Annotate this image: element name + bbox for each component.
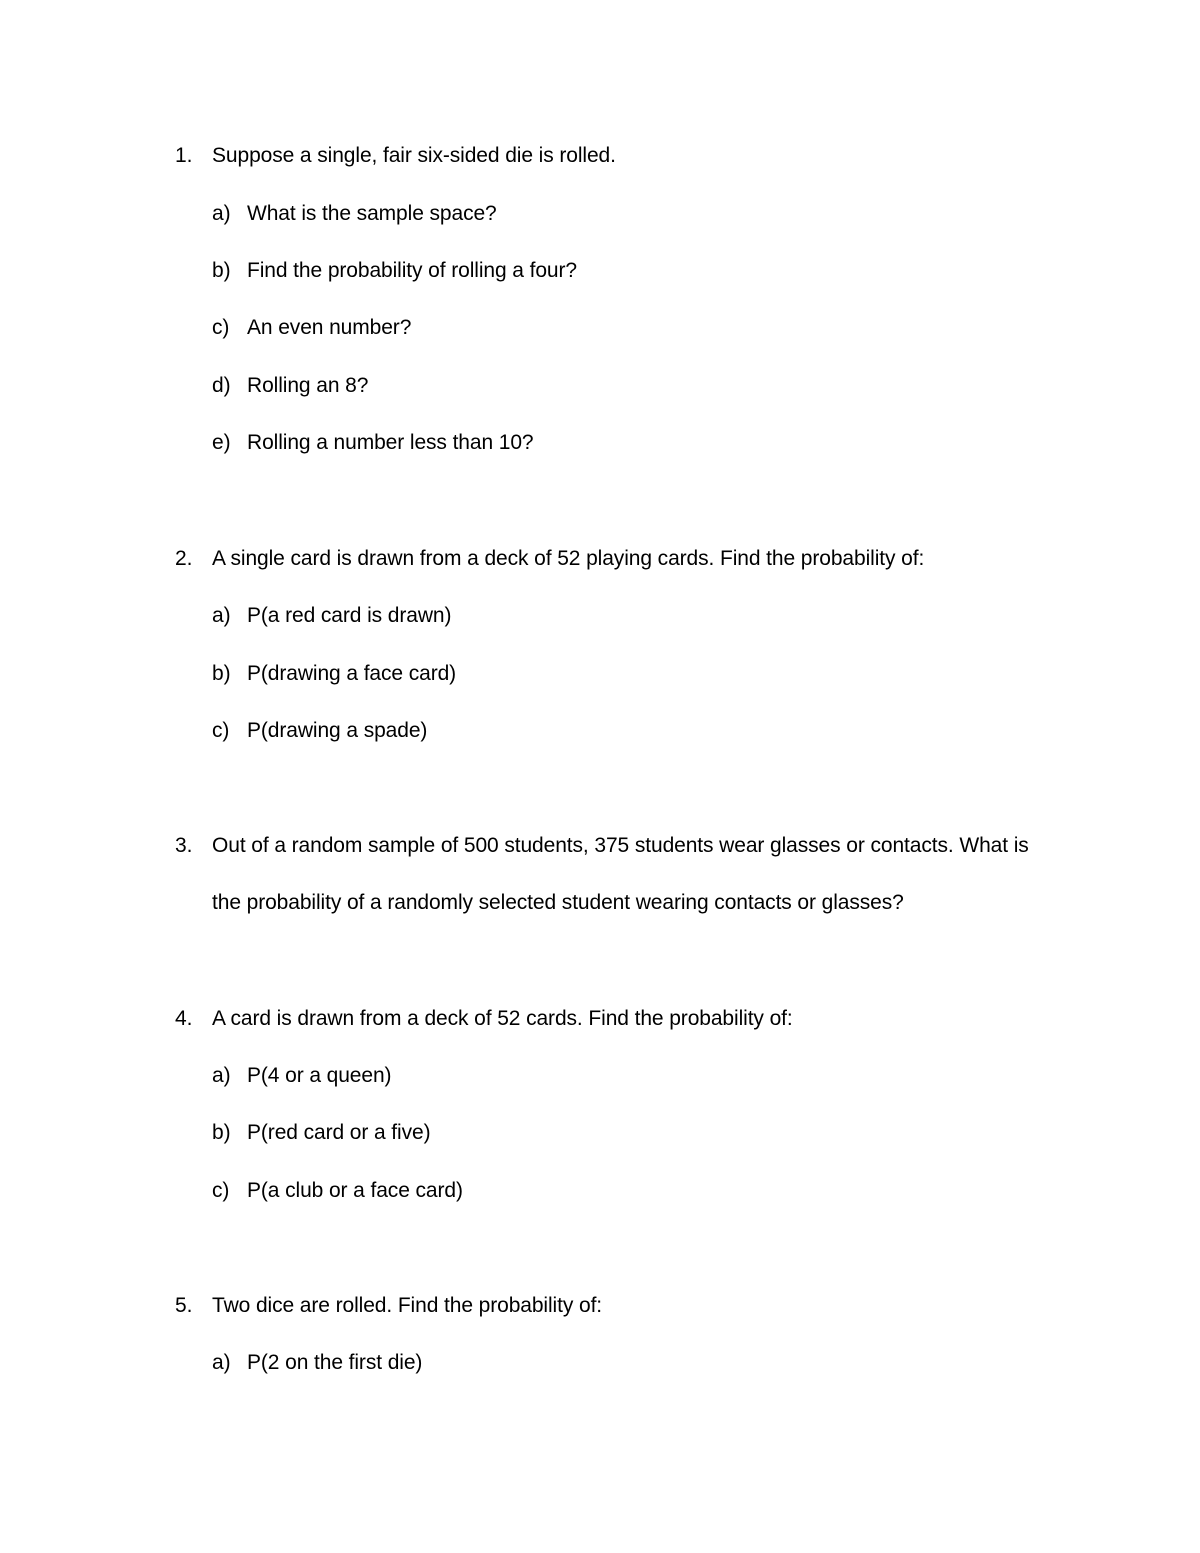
part-letter: d)	[212, 374, 231, 397]
part-text: What is the sample space?	[247, 202, 497, 225]
question-text: A card is drawn from a deck of 52 cards. Find the probability of:	[212, 1007, 793, 1030]
question-text: Two dice are rolled. Find the probability of:	[212, 1294, 603, 1317]
part-letter: a)	[212, 604, 231, 627]
part-text: P(a club or a face card)	[247, 1179, 463, 1202]
question-text: Out of a random sample of 500 students, 375 students wear glasses or contacts. What is	[212, 834, 1029, 857]
part-letter: a)	[212, 1351, 231, 1374]
part-letter: e)	[212, 431, 231, 454]
part-letter: c)	[212, 1179, 230, 1202]
question-number: 1.	[175, 144, 193, 167]
part-text: Rolling a number less than 10?	[247, 431, 534, 454]
part-text: P(a red card is drawn)	[247, 604, 452, 627]
question-text: the probability of a randomly selected student wearing contacts or glasses?	[212, 891, 904, 914]
question-number: 5.	[175, 1294, 193, 1317]
part-text: P(4 or a queen)	[247, 1064, 392, 1087]
part-letter: c)	[212, 316, 230, 339]
question-text: Suppose a single, fair six-sided die is rolled.	[212, 144, 616, 167]
part-letter: a)	[212, 1064, 231, 1087]
question-number: 3.	[175, 834, 193, 857]
part-text: An even number?	[247, 316, 412, 339]
question-number: 4.	[175, 1007, 193, 1030]
part-letter: b)	[212, 662, 231, 685]
part-text: P(drawing a spade)	[247, 719, 428, 742]
part-text: Find the probability of rolling a four?	[247, 259, 577, 282]
part-letter: b)	[212, 259, 231, 282]
question-number: 2.	[175, 547, 193, 570]
part-text: Rolling an 8?	[247, 374, 369, 397]
part-letter: c)	[212, 719, 230, 742]
part-text: P(red card or a five)	[247, 1121, 431, 1144]
question-text: A single card is drawn from a deck of 52 playing cards. Find the probability of:	[212, 547, 925, 570]
part-letter: a)	[212, 202, 231, 225]
part-text: P(drawing a face card)	[247, 662, 457, 685]
part-text: P(2 on the first die)	[247, 1351, 423, 1374]
part-letter: b)	[212, 1121, 231, 1144]
